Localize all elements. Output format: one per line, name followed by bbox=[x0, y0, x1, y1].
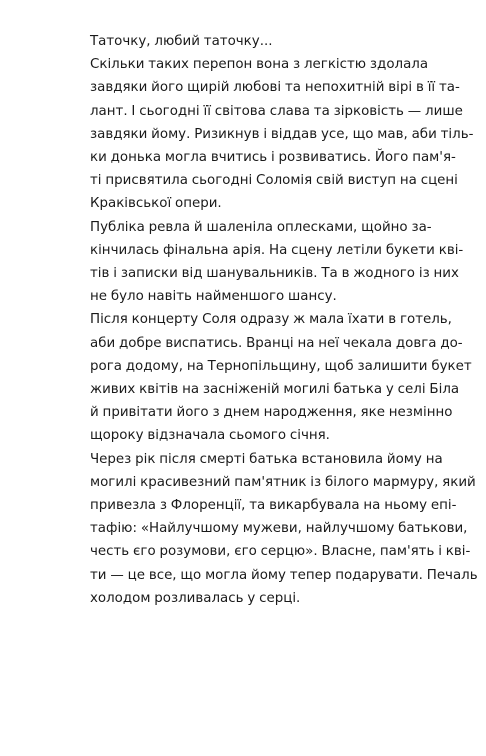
text-line: завдяки йому. Ризикнув і віддав усе, що мав, аби тіль- bbox=[90, 126, 474, 142]
paragraph-1 bbox=[72, 30, 418, 53]
text-line: ти — це все, що могла йому тепер подарувати. Печаль bbox=[90, 567, 478, 583]
text-line: ки донька могла вчитись і розвиватись. Його пам'я- bbox=[90, 150, 456, 166]
paragraph-5 bbox=[72, 448, 478, 610]
text-line: й привітати його з днем народження, яке незмінно bbox=[90, 405, 453, 421]
text-line: Через рік після смерті батька встановила йому на bbox=[90, 451, 443, 467]
text-line: Скільки таких перепон вона з легкістю здолала bbox=[90, 57, 429, 73]
paragraph-2 bbox=[72, 53, 474, 215]
text-line: рога додому, на Тернопільщину, щоб залишити букет bbox=[90, 358, 472, 374]
paragraph-4 bbox=[72, 308, 472, 447]
paragraph-3 bbox=[72, 216, 464, 309]
text-line: живих квітів на засніженій могилі батька у селі Біла bbox=[90, 382, 460, 398]
text-line: Після концерту Соля одразу ж мала їхати в готель, bbox=[90, 312, 452, 328]
text-line: ті присвятила сьогодні Соломія свій виступ на сцені bbox=[90, 173, 458, 189]
text-line: честь єго розумови, єго серцю». Власне, пам'ять і кві- bbox=[90, 544, 471, 560]
text-line: привезла з Флоренції, та викарбувала на ньому епі- bbox=[90, 498, 457, 514]
text-line: лант. І сьогодні її світова слава та зірковість — лише bbox=[90, 103, 463, 119]
text-line: тів і записки від шанувальників. Та в жодного із них bbox=[90, 266, 459, 282]
text-line: Публіка ревла й шаленіла оплесками, щойно за- bbox=[90, 219, 432, 235]
text-line: аби добре виспатись. Вранці на неї чекала довга до- bbox=[90, 335, 463, 351]
text-line: Таточку, любий таточку... bbox=[90, 34, 273, 49]
text-line: холодом розливалась у серці. bbox=[90, 590, 301, 606]
text-line: тафію: «Найлучшому мужеви, найлучшому батькови, bbox=[90, 521, 468, 537]
text-line: кінчилась фінальна арія. На сцену летіли букети кві- bbox=[90, 242, 464, 258]
text-line: щороку відзначала сьомого січня. bbox=[90, 428, 330, 444]
book-page bbox=[72, 30, 478, 610]
text-line: завдяки його щирій любові та непохитній вірі в її та- bbox=[90, 80, 460, 96]
text-line: не було навіть найменшого шансу. bbox=[90, 289, 337, 305]
text-line: могилі красивезний пам'ятник із білого мармуру, який bbox=[90, 474, 476, 490]
text-line: Краківської опери. bbox=[90, 196, 222, 212]
